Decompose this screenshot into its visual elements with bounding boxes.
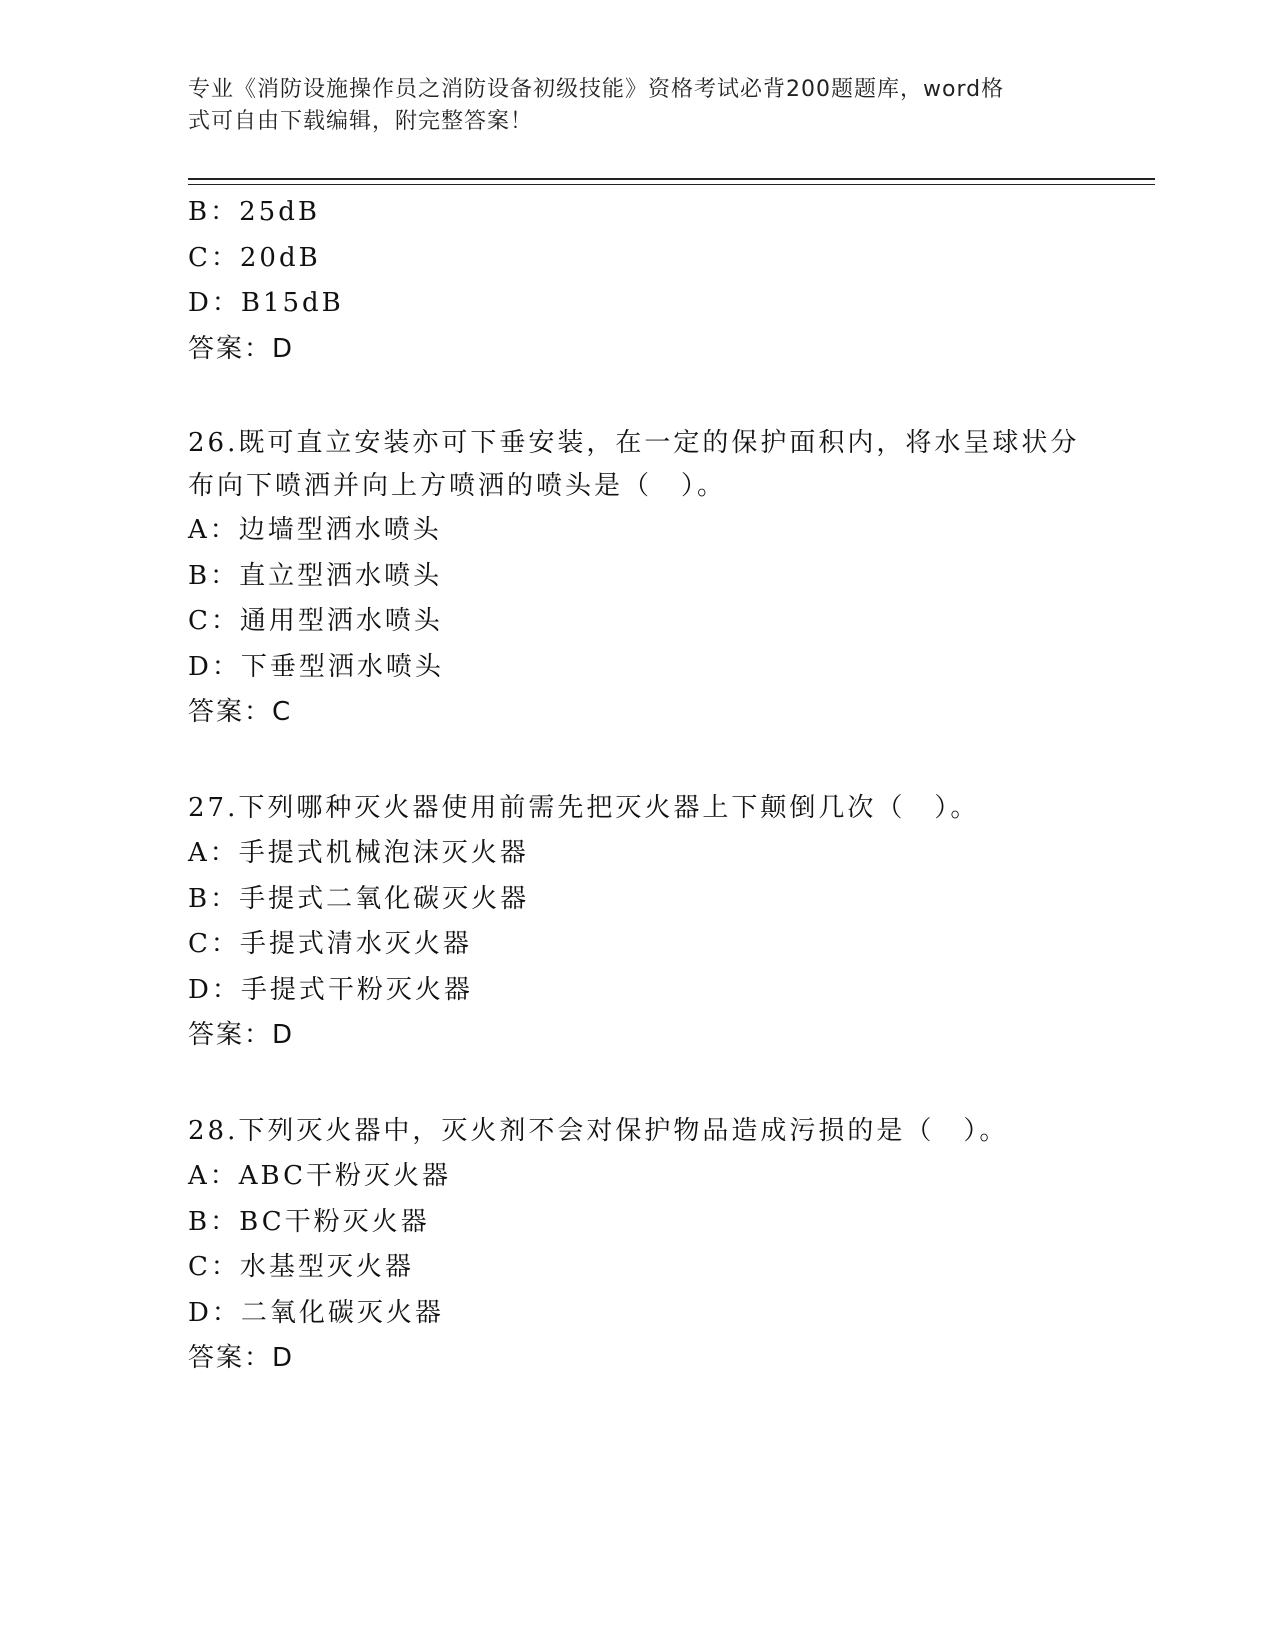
header-line-1: 专业《消防设施操作员之消防设备初级技能》资格考试必背200题题库，word格: [188, 77, 1005, 102]
option-d: D：二氧化碳灭火器: [188, 1297, 444, 1328]
option-b: B：BC干粉灭火器: [188, 1206, 430, 1237]
header-divider-thin: [188, 184, 1155, 185]
question-stem-line-1: 26.既可直立安装亦可下垂安装，在一定的保护面积内，将水呈球状分: [188, 428, 1080, 458]
answer-line: 答案：D: [188, 1020, 295, 1050]
question-block-28: [188, 1109, 1088, 1382]
option-c: C：通用型洒水喷头: [188, 606, 443, 636]
option-c: C：水基型灭火器: [188, 1252, 414, 1282]
option-b: B：直立型洒水喷头: [188, 560, 443, 591]
question-block-27: [188, 786, 1088, 1059]
option-d: D：手提式干粉灭火器: [188, 974, 473, 1005]
option-a: A：边墙型洒水喷头: [188, 515, 442, 545]
question-stem-line-2: 布向下喷洒并向上方喷洒的喷头是（ ）。: [188, 471, 727, 501]
document-header: [188, 74, 1088, 138]
question-block-26: [188, 422, 1088, 736]
document-body: [188, 190, 1088, 1382]
answer-line: 答案：D: [188, 1343, 295, 1373]
option-b: B：手提式二氧化碳灭火器: [188, 883, 530, 914]
option-a: A：手提式机械泡沫灭火器: [188, 838, 529, 868]
question-stem: [188, 422, 1088, 508]
answer-line: 答案：D: [188, 333, 295, 364]
option-c: C：手提式清水灭火器: [188, 929, 472, 959]
answer-line: 答案：C: [188, 697, 293, 727]
question-block-25-continued: [188, 190, 1088, 372]
option-b: B：25dB: [188, 197, 320, 227]
option-a: A：ABC干粉灭火器: [188, 1161, 452, 1191]
header-line-2: 式可自由下载编辑，附完整答案！: [188, 109, 534, 134]
option-c: C：20dB: [188, 242, 321, 273]
question-stem: 27.下列哪种灭火器使用前需先把灭火器上下颠倒几次（ ）。: [188, 792, 980, 823]
option-d: D：B15dB: [188, 288, 344, 318]
header-divider-thick: [188, 178, 1155, 180]
question-stem: 28.下列灭火器中，灭火剂不会对保护物品造成污损的是（ ）。: [188, 1115, 1009, 1146]
option-d: D：下垂型洒水喷头: [188, 651, 444, 682]
